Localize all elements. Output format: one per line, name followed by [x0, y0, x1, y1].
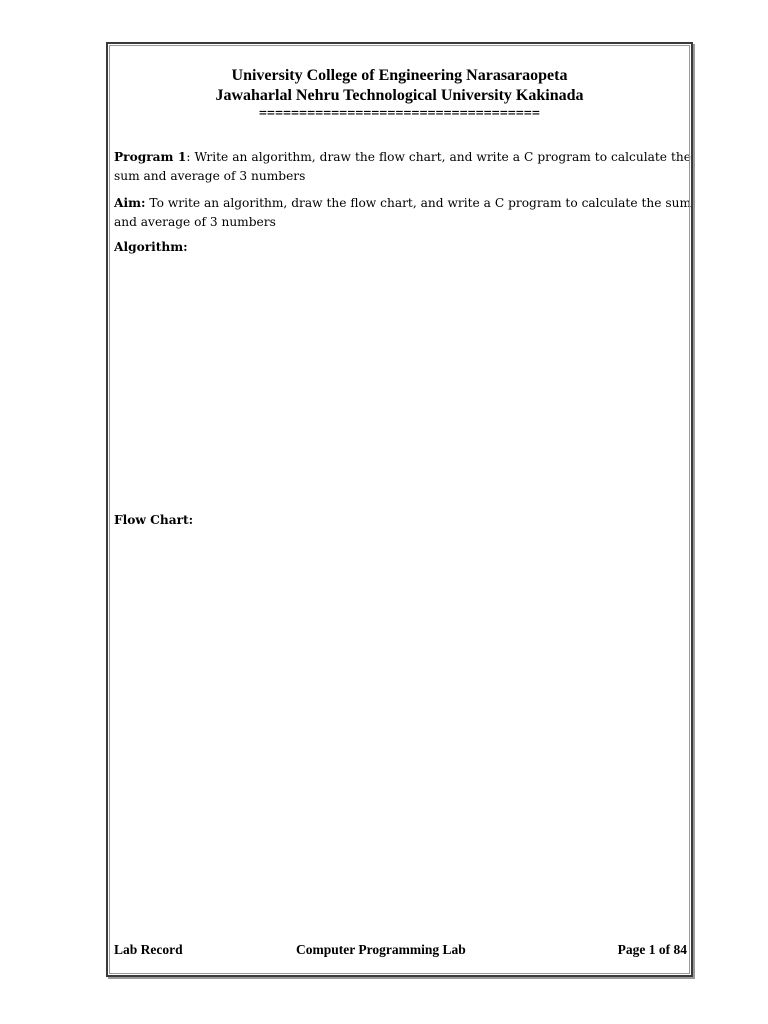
aim-text: To write an algorithm, draw the flow chart, and write a C program to calculate the sum and average of 3 numbers [114, 196, 691, 229]
document-header [108, 66, 691, 122]
flow-chart-heading: Flow Chart: [114, 513, 194, 527]
algorithm-blank-area [114, 257, 691, 511]
aim-statement [114, 194, 691, 232]
page-total: 84 [673, 942, 687, 957]
page-of: of [655, 942, 674, 957]
footer-course-name: Computer Programming Lab [296, 942, 466, 957]
college-name: University College of Engineering Narasaraopeta [231, 67, 568, 84]
university-name: Jawaharlal Nehru Technological University Kakinada [215, 87, 584, 104]
aim-label: Aim: [114, 196, 146, 210]
page-current: 1 [648, 942, 656, 957]
program-statement [114, 148, 691, 186]
page-frame [106, 42, 693, 977]
page-prefix: Page [617, 942, 649, 957]
program-label: Program 1 [114, 150, 187, 164]
footer-page-number [618, 940, 687, 960]
program-text: : Write an algorithm, draw the flow chart, and write a C program to calculate the sum and average of 3 numbers [114, 150, 691, 183]
header-divider: =================================== [259, 106, 540, 121]
document-footer [114, 940, 687, 960]
footer-lab-record: Lab Record [114, 942, 183, 957]
algorithm-heading: Algorithm: [114, 240, 188, 254]
document-body [114, 148, 691, 530]
